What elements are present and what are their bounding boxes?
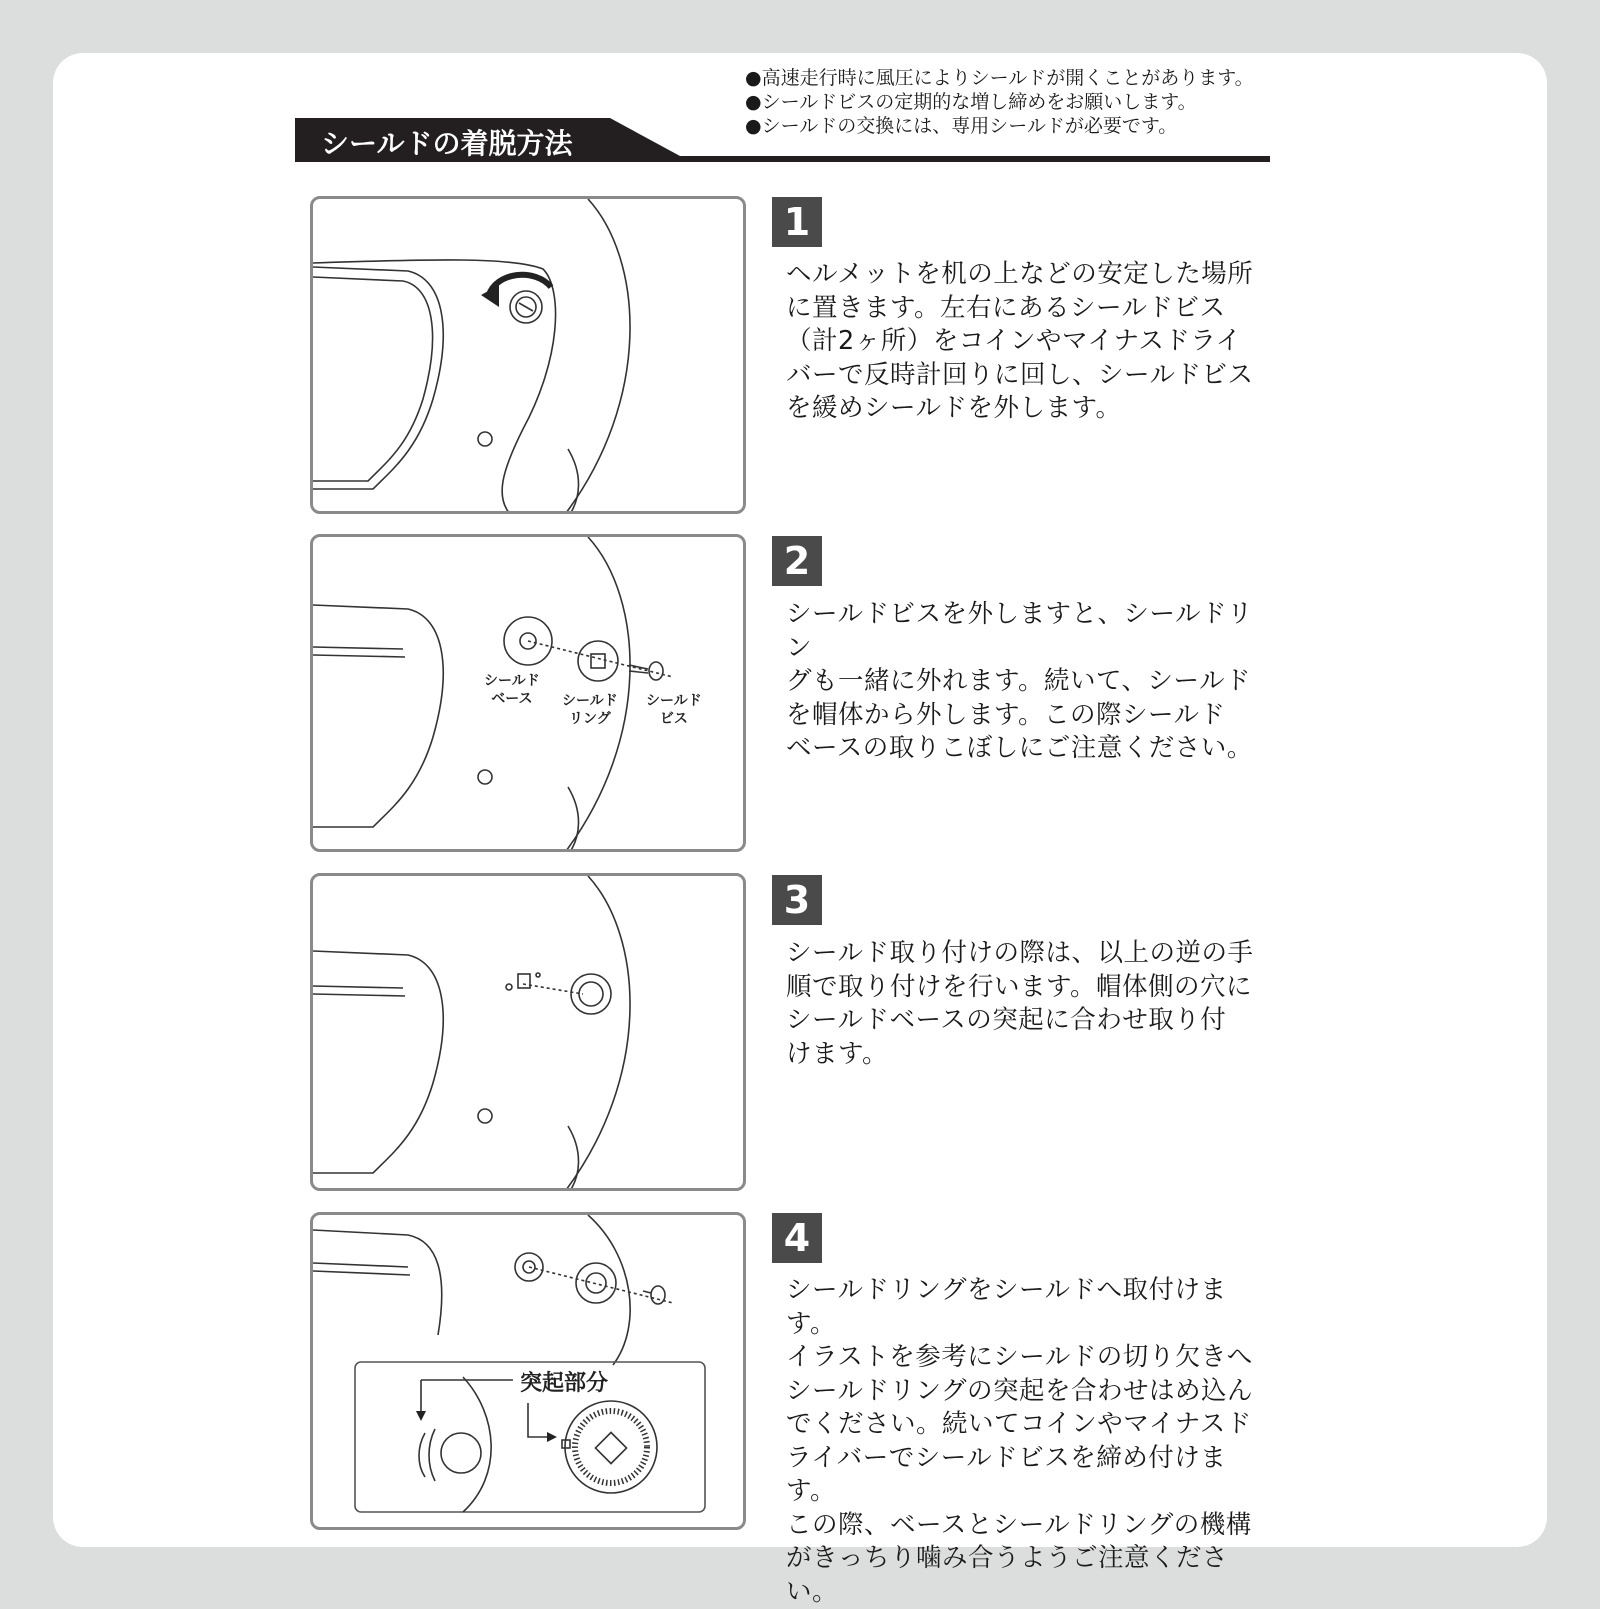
step-1-badge: 1 bbox=[772, 197, 822, 247]
note-1: ●高速走行時に風圧によりシールドが開くことがあります。 bbox=[745, 67, 1254, 89]
label-shield-screw: シールド ビス bbox=[646, 693, 702, 727]
label-shield-ring: シールド リング bbox=[562, 693, 618, 727]
step-4-text: シールドリングをシールドへ取付けます。 イラストを参考にシールドの切り欠きへ シールドリングの突起を合わせはめ込ん でください。続いてコインやマイナスド ライバーでシールドビスを締め付けます。 この際、ベースとシールドリングの機構 がきっちり噛み合うようご注意ください。 bbox=[786, 1275, 1253, 1607]
step-3-badge: 3 bbox=[772, 875, 822, 925]
note-3: ●シールドの交換には、専用シールドが必要です。 bbox=[745, 115, 1178, 137]
step-2-text: シールドビスを外しますと、シールドリン グも一緒に外れます。続いて、シールド を帽体から外します。この際シールド ベースの取りこぼしにご注意ください。 bbox=[786, 599, 1253, 763]
step-1-illustration bbox=[310, 196, 746, 514]
step-3-illustration bbox=[310, 873, 746, 1191]
label-shield-base: シールド ベース bbox=[484, 673, 540, 707]
section-title: シールドの着脱方法 bbox=[321, 127, 573, 160]
section-title-band bbox=[295, 118, 1270, 162]
step-2-badge: 2 bbox=[772, 536, 822, 586]
step-3-text: シールド取り付けの際は、以上の逆の手 順で取り付けを行います。帽体側の穴に シールドベースの突起に合わせ取り付 けます。 bbox=[786, 938, 1254, 1069]
note-2: ●シールドビスの定期的な増し締めをお願いします。 bbox=[745, 91, 1197, 113]
step-1-text: ヘルメットを机の上などの安定した場所 に置きます。左右にあるシールドビス （計2ヶ所）をコインやマイナスドライ バーで反時計回りに回し、シールドビス を緩めシールドを外します。 bbox=[786, 259, 1254, 423]
step-4-badge: 4 bbox=[772, 1213, 822, 1263]
protrusion-callout: 突起部分 bbox=[520, 1371, 609, 1396]
